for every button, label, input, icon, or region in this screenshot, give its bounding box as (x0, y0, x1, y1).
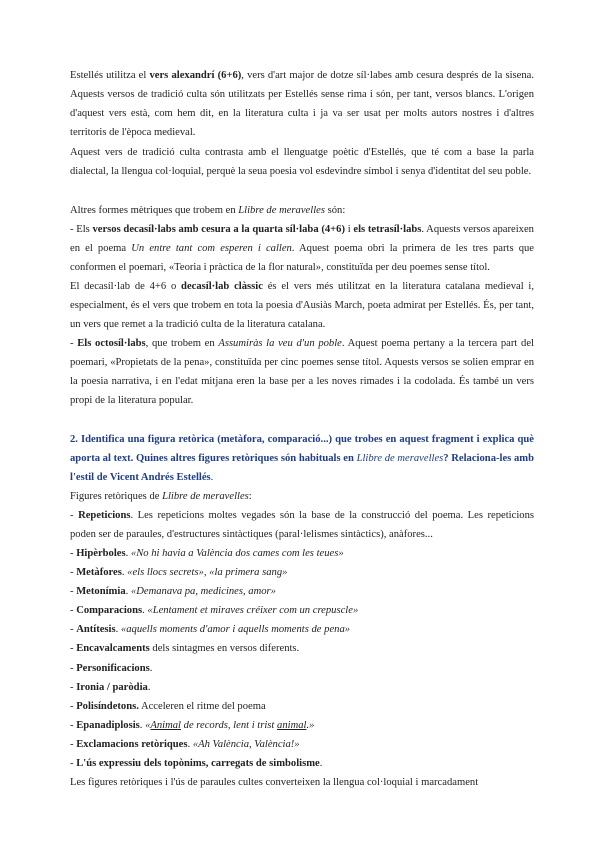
paragraph-contrast: Aquest vers de tradició culta contrasta amb el llenguatge poètic d'Estellés, que té com a base la parla dialectal, la llengua col·loquial, perquè la seua poesia vol esdevindre símbol i senya d'identitat del seu poble. (70, 147, 534, 178)
figures-intro: Figures retòriques de Llibre de meravelles: (70, 491, 252, 502)
bullet-octosillabs: - Els octosíl·labs, que trobem en Assumiràs la veu d'un poble. Aquest poema pertany a la tercera part del poemari, «Propietats de la pena», constituïda per cinc poemes sense títol. Aquests versos se solien emprar en la poesia narrativa, i en l'edat mitjana eren la base per a les noves rimades i la codolada. És també un vers propi de la literatura popular. (70, 338, 534, 407)
paragraph-decasillab-classic: El decasíl·lab de 4+6 o decasíl·lab clàssic és el vers més utilitzat en la literatura catalana medieval i, especialment, és el vers que trobem en tota la poesia d'Ausiàs March, poeta admirat per Estellés. És, per tant, un vers que remet a la tradició culta de la literatura catalana. (70, 281, 535, 331)
list-item: - Hipèrboles. «No hi havia a València dos cames com les teues» (70, 548, 344, 559)
list-item: - Antítesis. «aquells moments d'amor i aquells moments de pena» (70, 624, 351, 636)
figure-repeticions: - Repeticions. Les repeticions moltes vegades són la base de la construcció del poema. Les repeticions poden ser de paraules, d'estructures sintàctiques (paral·lelismes sintàctics), anàfores... (70, 510, 534, 541)
bullet-decasillabs: - Els versos decasíl·labs amb cesura a la quarta síl·laba (4+6) i els tetrasíl·labs. Aquests versos apareixen en el poema Un entre tant com esperen i callen. Aquest poema obri la primera de les tres parts que conformen el poemari, «Teoria i pràctica de la flor natural», constituïda per deu poemes sense títol. (70, 224, 534, 274)
question-heading: 2. Identifica una figura retòrica (metàfora, comparació...) que trobes en aquest fragment i explica què aporta al text. Quines altres figures retòriques són habituals en Llibre de meravelles? Relaciona-les amb l'estil de Vicent Andrés Estellés. (70, 434, 534, 484)
list-item: - Ironia / paròdia. (70, 681, 151, 693)
closing-line: Les figures retòriques i l'ús de paraules cultes converteixen la llengua col·loquial i marcadament (70, 777, 479, 789)
paragraph-other-forms: Altres formes mètriques que trobem en Llibre de meravelles són: (70, 205, 346, 216)
list-item: - Exclamacions retòriques. «Ah València, València!» (70, 738, 300, 750)
list-item: - Metàfores. «els llocs secrets», «la primera sang» (70, 567, 288, 579)
list-item: - Personificacions. (70, 662, 153, 674)
list-item: - Polisíndetons. Acceleren el ritme del poema (70, 700, 266, 712)
list-item: - Encavalcaments dels sintagmes en versos diferents. (70, 643, 300, 655)
list-item: - Comparacions. «Lentament et miraves créixer com un crepuscle» (70, 605, 359, 617)
list-item: - Metonímia. «Demanava pa, medicines, amor» (70, 586, 276, 598)
figures-list (70, 544, 534, 792)
paragraph-alexandri: Estellés utilitza el vers alexandrí (6+6), vers d'art major de dotze síl·labes amb cesura després de la sisena. Aquests versos de tradició culta són utilitzats per Estellés sense rima i són, per tant, versos blancs. L'origen d'aquest vers està, com hem dit, en la literatura culta i ja va ser usat per molts autors nostres i d'altres territoris de l'època medieval. (70, 70, 534, 139)
list-item: - L'ús expressiu dels topònims, carregats de simbolisme. (70, 758, 323, 770)
list-item: - Epanadiplosis. «Animal de records, lent i trist animal.» (70, 719, 315, 731)
